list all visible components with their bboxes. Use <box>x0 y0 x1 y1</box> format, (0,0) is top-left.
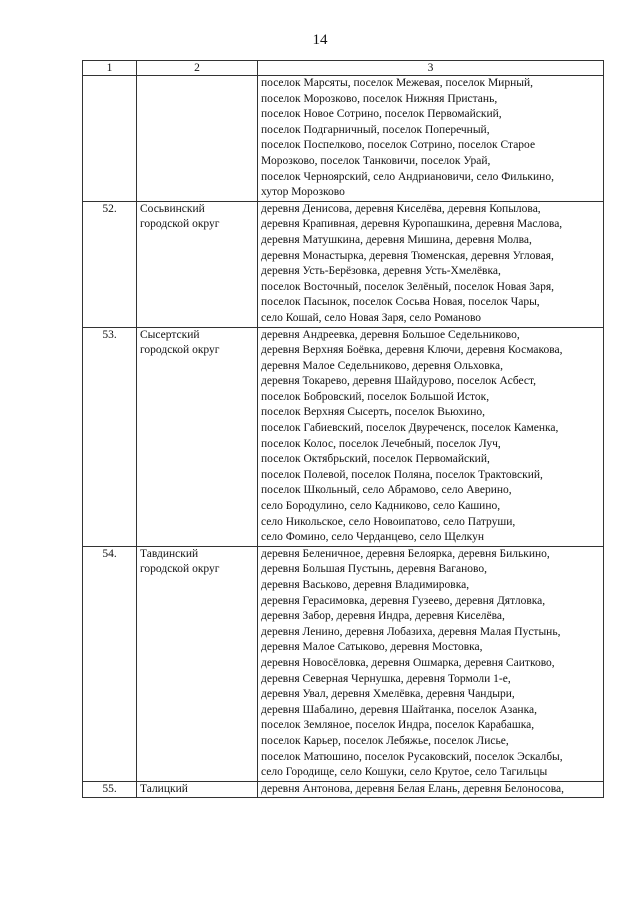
district-name <box>137 327 258 546</box>
settlements-line: деревня Шабалино, деревня Шайтанка, поселок Азанка, <box>261 703 537 716</box>
district-name-line: городской округ <box>140 344 220 357</box>
settlements-table <box>82 60 604 798</box>
settlements-list <box>258 201 604 327</box>
settlements-line: деревня Увал, деревня Хмелёвка, деревня Чандыри, <box>261 688 515 701</box>
settlements-list <box>258 781 604 798</box>
settlements-line: село Бородулино, село Кадниково, село Кашино, <box>261 500 501 513</box>
district-name-line: городской округ <box>140 563 220 576</box>
row-number: 54. <box>83 546 137 781</box>
settlements-line: поселок Габиевский, поселок Двуреченск, поселок Каменка, <box>261 422 559 435</box>
settlements-line: село Никольское, село Новоипатово, село Патруши, <box>261 515 516 528</box>
settlements-line: деревня Ленино, деревня Лобазиха, деревня Малая Пустынь, <box>261 625 561 638</box>
settlements-line: поселок Подгарничный, поселок Поперечный, <box>261 123 490 136</box>
settlements-line: село Городище, село Кошуки, село Крутое, село Тагильцы <box>261 766 548 779</box>
table-row <box>83 546 604 781</box>
row-number: 55. <box>83 781 137 798</box>
settlements-line: село Кошай, село Новая Заря, село Романово <box>261 311 482 324</box>
district-name-line: Сысертский <box>140 328 200 341</box>
settlements-line: поселок Школьный, село Абрамово, село Аверино, <box>261 484 512 497</box>
settlements-line: деревня Матушкина, деревня Мишина, деревня Молва, <box>261 233 532 246</box>
table-row <box>83 201 604 327</box>
district-name-line: городской округ <box>140 218 220 231</box>
district-name-line: Тавдинский <box>140 547 199 560</box>
table-row <box>83 327 604 546</box>
settlements-line: поселок Бобровский, поселок Большой Исток, <box>261 390 490 403</box>
table-row <box>83 781 604 798</box>
settlements-line: поселок Матюшино, поселок Русаковский, поселок Эскалбы, <box>261 750 563 763</box>
settlements-line: хутор Морозково <box>261 186 345 199</box>
settlements-line: деревня Усть-Берёзовка, деревня Усть-Хмелёвка, <box>261 265 501 278</box>
settlements-line: поселок Земляное, поселок Индра, поселок Карабашка, <box>261 719 535 732</box>
settlements-line: деревня Денисова, деревня Киселёва, деревня Копылова, <box>261 202 541 215</box>
header-col-2: 2 <box>137 61 258 76</box>
settlements-line: село Фомино, село Черданцево, село Щелкун <box>261 531 485 544</box>
district-name <box>137 201 258 327</box>
page-number: 14 <box>312 32 328 48</box>
settlements-line: деревня Андреевка, деревня Большое Седельниково, <box>261 328 520 341</box>
header-col-3: 3 <box>258 61 604 76</box>
settlements-line: деревня Беленичное, деревня Белоярка, деревня Билькино, <box>261 547 550 560</box>
settlements-line: деревня Герасимовка, деревня Гузеево, деревня Дятловка, <box>261 594 546 607</box>
settlements-line: поселок Октябрьский, поселок Первомайский, <box>261 453 490 466</box>
settlements-line: деревня Монастырка, деревня Тюменская, деревня Угловая, <box>261 249 554 262</box>
settlements-line: поселок Полевой, поселок Поляна, поселок Трактовский, <box>261 468 543 481</box>
settlements-list <box>258 546 604 781</box>
settlements-line: деревня Большая Пустынь, деревня Ваганово, <box>261 563 487 576</box>
settlements-line: деревня Крапивная, деревня Куропашкина, деревня Маслова, <box>261 218 563 231</box>
settlements-line: деревня Малое Сатыково, деревня Мостовка, <box>261 641 483 654</box>
row-number: 52. <box>83 201 137 327</box>
header-col-1: 1 <box>83 61 137 76</box>
table-row <box>83 76 604 202</box>
row-number <box>83 76 137 202</box>
settlements-line: поселок Поспелково, поселок Сотрино, поселок Старое <box>261 139 536 152</box>
row-number: 53. <box>83 327 137 546</box>
settlements-line: поселок Верхняя Сысерть, поселок Вьюхино, <box>261 406 485 419</box>
district-name-line: Талицкий <box>140 782 188 795</box>
settlements-line: деревня Северная Чернушка, деревня Тормоли 1-е, <box>261 672 511 685</box>
settlements-line: поселок Морозково, поселок Нижняя Пристань, <box>261 92 498 105</box>
settlements-list <box>258 327 604 546</box>
settlements-line: поселок Черноярский, село Андриановичи, село Филькино, <box>261 170 554 183</box>
settlements-line: деревня Токарево, деревня Шайдурово, поселок Асбест, <box>261 375 537 388</box>
district-name <box>137 781 258 798</box>
settlements-line: деревня Верхняя Боёвка, деревня Ключи, деревня Космакова, <box>261 344 563 357</box>
district-name-line: Сосьвинский <box>140 202 205 215</box>
settlements-line: поселок Восточный, поселок Зелёный, поселок Новая Заря, <box>261 280 555 293</box>
table-header-row <box>83 61 604 76</box>
settlements-line: деревня Забор, деревня Индра, деревня Киселёва, <box>261 610 505 623</box>
settlements-line: поселок Колос, поселок Лечебный, поселок Луч, <box>261 437 501 450</box>
settlements-line: деревня Новосёловка, деревня Ошмарка, деревня Саитково, <box>261 656 555 669</box>
settlements-list <box>258 76 604 202</box>
settlements-line: Морозково, поселок Танковичи, поселок Урай, <box>261 154 491 167</box>
settlements-line: поселок Новое Сотрино, поселок Первомайский, <box>261 108 502 121</box>
settlements-line: деревня Васьково, деревня Владимировка, <box>261 579 470 591</box>
settlements-line: поселок Пасынок, поселок Сосьва Новая, поселок Чары, <box>261 296 540 309</box>
settlements-line: деревня Малое Седельниково, деревня Ольховка, <box>261 359 503 372</box>
settlements-line: деревня Антонова, деревня Белая Елань, деревня Белоносова, <box>261 782 565 795</box>
settlements-line: поселок Карьер, поселок Лебяжье, поселок Лисье, <box>261 734 509 747</box>
district-name <box>137 76 258 202</box>
district-name <box>137 546 258 781</box>
settlements-line: поселок Марсяты, поселок Межевая, поселок Мирный, <box>261 77 533 89</box>
